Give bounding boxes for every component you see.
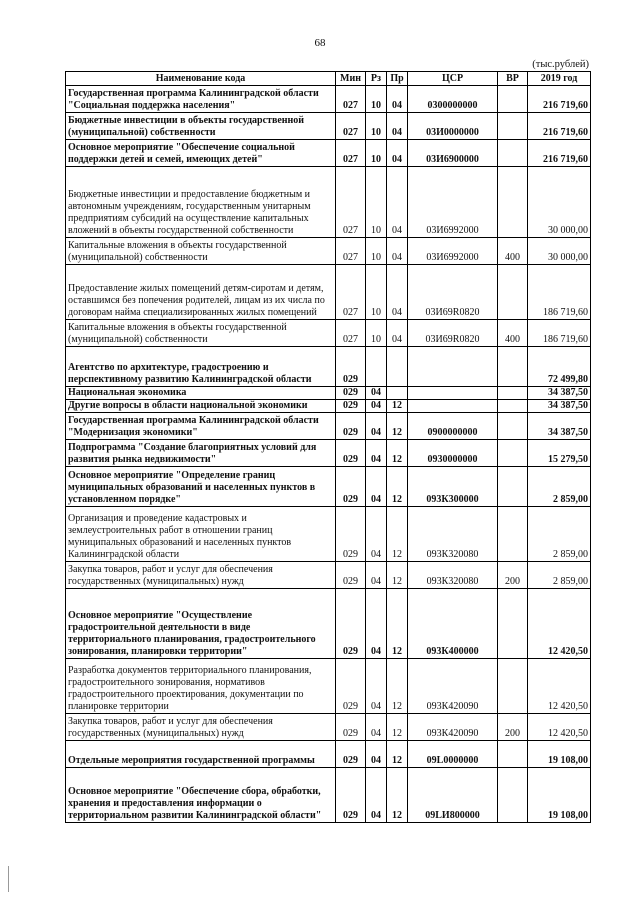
row-vr [498, 347, 528, 387]
row-csr: 03И69R0820 [408, 265, 498, 320]
row-amount: 12 420,50 [528, 589, 591, 659]
row-rz: 10 [366, 238, 387, 265]
table-row [66, 167, 591, 238]
row-rz: 04 [366, 387, 387, 400]
row-min: 029 [336, 714, 366, 741]
row-rz: 04 [366, 400, 387, 413]
table-row [66, 467, 591, 507]
row-vr [498, 741, 528, 768]
row-csr: 0900000000 [408, 413, 498, 440]
row-name: Разработка документов территориального планирования, градостроительного зонирования, нормативов градостроительного проектирования, документации по планировке территории [66, 659, 336, 714]
row-csr: 0930000000 [408, 440, 498, 467]
row-csr: 093К420090 [408, 714, 498, 741]
row-amount: 34 387,50 [528, 400, 591, 413]
row-pr: 12 [387, 507, 408, 562]
row-amount: 19 108,00 [528, 741, 591, 768]
row-min: 027 [336, 265, 366, 320]
row-name: Агентство по архитектуре, градостроению и перспективному развитию Калининградской области [66, 347, 336, 387]
table-row [66, 562, 591, 589]
row-min: 029 [336, 347, 366, 387]
row-amount: 72 499,80 [528, 347, 591, 387]
row-pr: 04 [387, 113, 408, 140]
row-rz: 04 [366, 440, 387, 467]
row-vr [498, 589, 528, 659]
row-name: Предоставление жилых помещений детям-сиротам и детям, оставшимся без попечения родителей, лицам из их числа по договорам найма специализированных жилых помещений [66, 265, 336, 320]
row-rz: 04 [366, 562, 387, 589]
row-csr: 03И6900000 [408, 140, 498, 167]
row-name: Основное мероприятие "Обеспечение социальной поддержки детей и семей, имеющих детей" [66, 140, 336, 167]
row-csr: 093К320080 [408, 507, 498, 562]
row-amount: 15 279,50 [528, 440, 591, 467]
row-csr: 0300000000 [408, 86, 498, 113]
row-vr [498, 113, 528, 140]
table-row [66, 741, 591, 768]
row-min: 029 [336, 387, 366, 400]
row-pr: 04 [387, 86, 408, 113]
row-vr: 400 [498, 238, 528, 265]
table-row [66, 238, 591, 265]
row-rz: 04 [366, 741, 387, 768]
row-rz: 10 [366, 320, 387, 347]
row-name: Основное мероприятие "Обеспечение сбора, обработки, хранения и предоставления информации о территориальном развитии Калининградской области" [66, 768, 336, 823]
row-rz: 04 [366, 768, 387, 823]
row-name: Бюджетные инвестиции в объекты государственной (муниципальной) собственности [66, 113, 336, 140]
row-pr: 12 [387, 768, 408, 823]
row-vr [498, 86, 528, 113]
row-csr: 09LИ800000 [408, 768, 498, 823]
row-pr: 04 [387, 265, 408, 320]
row-pr: 12 [387, 400, 408, 413]
table-row [66, 714, 591, 741]
row-pr: 04 [387, 238, 408, 265]
scan-edge-mark [8, 866, 9, 892]
row-vr [498, 167, 528, 238]
row-rz: 04 [366, 413, 387, 440]
row-min: 027 [336, 320, 366, 347]
table-row [66, 86, 591, 113]
row-vr: 400 [498, 320, 528, 347]
row-min: 029 [336, 400, 366, 413]
row-pr: 12 [387, 589, 408, 659]
row-name: Другие вопросы в области национальной экономики [66, 400, 336, 413]
row-csr: 03И6992000 [408, 167, 498, 238]
row-csr: 03И6992000 [408, 238, 498, 265]
row-amount: 216 719,60 [528, 140, 591, 167]
row-name: Государственная программа Калининградской области "Модернизация экономики" [66, 413, 336, 440]
row-csr: 03И0000000 [408, 113, 498, 140]
row-vr [498, 768, 528, 823]
row-vr [498, 387, 528, 400]
row-pr: 04 [387, 167, 408, 238]
row-pr: 04 [387, 140, 408, 167]
row-rz: 04 [366, 714, 387, 741]
table-row [66, 113, 591, 140]
row-rz: 10 [366, 86, 387, 113]
row-name: Бюджетные инвестиции и предоставление бюджетным и автономным учреждениям, государственным унитарным предприятиям субсидий на осуществление капитальных вложений в объекты государственной собственности [66, 167, 336, 238]
row-pr [387, 347, 408, 387]
row-pr: 12 [387, 714, 408, 741]
row-pr: 12 [387, 562, 408, 589]
row-csr: 093К400000 [408, 589, 498, 659]
header-min: Мин [336, 72, 366, 86]
row-name: Капитальные вложения в объекты государственной (муниципальной) собственности [66, 238, 336, 265]
row-min: 029 [336, 562, 366, 589]
row-min: 027 [336, 167, 366, 238]
row-min: 027 [336, 238, 366, 265]
table-row [66, 347, 591, 387]
row-name: Основное мероприятие "Определение границ муниципальных образований и населенных пунктов в установленном порядке" [66, 467, 336, 507]
row-amount: 19 108,00 [528, 768, 591, 823]
row-min: 029 [336, 659, 366, 714]
row-min: 029 [336, 440, 366, 467]
row-min: 029 [336, 507, 366, 562]
row-rz: 04 [366, 589, 387, 659]
row-amount: 30 000,00 [528, 167, 591, 238]
table-row [66, 413, 591, 440]
row-pr: 12 [387, 741, 408, 768]
page-number: 68 [314, 37, 326, 49]
row-pr: 12 [387, 413, 408, 440]
row-amount: 12 420,50 [528, 659, 591, 714]
row-name: Организация и проведение кадастровых и землеустроительных работ в отношении границ муниципальных образований и населенных пунктов Калининградской области [66, 507, 336, 562]
row-amount: 2 859,00 [528, 507, 591, 562]
row-min: 029 [336, 467, 366, 507]
row-csr: 093К420090 [408, 659, 498, 714]
row-rz [366, 347, 387, 387]
row-rz: 04 [366, 467, 387, 507]
row-vr [498, 413, 528, 440]
row-name: Подпрограмма "Создание благоприятных условий для развития рынка недвижимости" [66, 440, 336, 467]
row-pr: 12 [387, 467, 408, 507]
table-row [66, 440, 591, 467]
row-name: Капитальные вложения в объекты государственной (муниципальной) собственности [66, 320, 336, 347]
row-name: Национальная экономика [66, 387, 336, 400]
row-amount: 12 420,50 [528, 714, 591, 741]
row-csr [408, 347, 498, 387]
table-row [66, 768, 591, 823]
row-min: 029 [336, 413, 366, 440]
row-pr: 12 [387, 659, 408, 714]
row-vr [498, 400, 528, 413]
row-min: 027 [336, 140, 366, 167]
row-csr: 03И69R0820 [408, 320, 498, 347]
table-row [66, 659, 591, 714]
row-min: 027 [336, 86, 366, 113]
header-vr: ВР [498, 72, 528, 86]
row-min: 029 [336, 589, 366, 659]
row-pr: 12 [387, 440, 408, 467]
row-vr: 200 [498, 562, 528, 589]
row-amount: 2 859,00 [528, 562, 591, 589]
row-rz: 10 [366, 265, 387, 320]
table-row [66, 320, 591, 347]
table-row [66, 589, 591, 659]
row-vr [498, 507, 528, 562]
table-row [66, 265, 591, 320]
row-vr [498, 440, 528, 467]
header-csr: ЦСР [408, 72, 498, 86]
row-amount: 30 000,00 [528, 238, 591, 265]
row-vr [498, 659, 528, 714]
row-min: 027 [336, 113, 366, 140]
row-pr [387, 387, 408, 400]
budget-table [65, 71, 591, 823]
row-rz: 04 [366, 507, 387, 562]
row-vr [498, 467, 528, 507]
row-amount: 34 387,50 [528, 413, 591, 440]
header-pr: Пр [387, 72, 408, 86]
header-year: 2019 год [528, 72, 591, 86]
row-amount: 34 387,50 [528, 387, 591, 400]
header-rz: Рз [366, 72, 387, 86]
row-name: Закупка товаров, работ и услуг для обеспечения государственных (муниципальных) нужд [66, 562, 336, 589]
row-amount: 2 859,00 [528, 467, 591, 507]
row-rz: 10 [366, 113, 387, 140]
row-pr: 04 [387, 320, 408, 347]
row-name: Государственная программа Калининградской области "Социальная поддержка населения" [66, 86, 336, 113]
row-csr [408, 400, 498, 413]
row-min: 029 [336, 768, 366, 823]
header-name: Наименование кода [66, 72, 336, 86]
header-row [66, 72, 591, 86]
row-csr: 093К300000 [408, 467, 498, 507]
row-name: Отдельные мероприятия государственной программы [66, 741, 336, 768]
row-csr [408, 387, 498, 400]
row-name: Закупка товаров, работ и услуг для обеспечения государственных (муниципальных) нужд [66, 714, 336, 741]
row-vr [498, 140, 528, 167]
row-rz: 04 [366, 659, 387, 714]
table-row [66, 400, 591, 413]
row-rz: 10 [366, 167, 387, 238]
row-csr: 093К320080 [408, 562, 498, 589]
row-amount: 186 719,60 [528, 265, 591, 320]
row-amount: 216 719,60 [528, 86, 591, 113]
row-vr [498, 265, 528, 320]
row-csr: 09L0000000 [408, 741, 498, 768]
table-row [66, 507, 591, 562]
row-amount: 186 719,60 [528, 320, 591, 347]
table-row [66, 387, 591, 400]
units-label: (тыс.рублей) [532, 59, 589, 70]
row-rz: 10 [366, 140, 387, 167]
row-min: 029 [336, 741, 366, 768]
table-row [66, 140, 591, 167]
row-vr: 200 [498, 714, 528, 741]
row-amount: 216 719,60 [528, 113, 591, 140]
row-name: Основное мероприятие "Осуществление градостроительной деятельности в виде территориального планирования, градостроительного зонирования, планировки территории" [66, 589, 336, 659]
